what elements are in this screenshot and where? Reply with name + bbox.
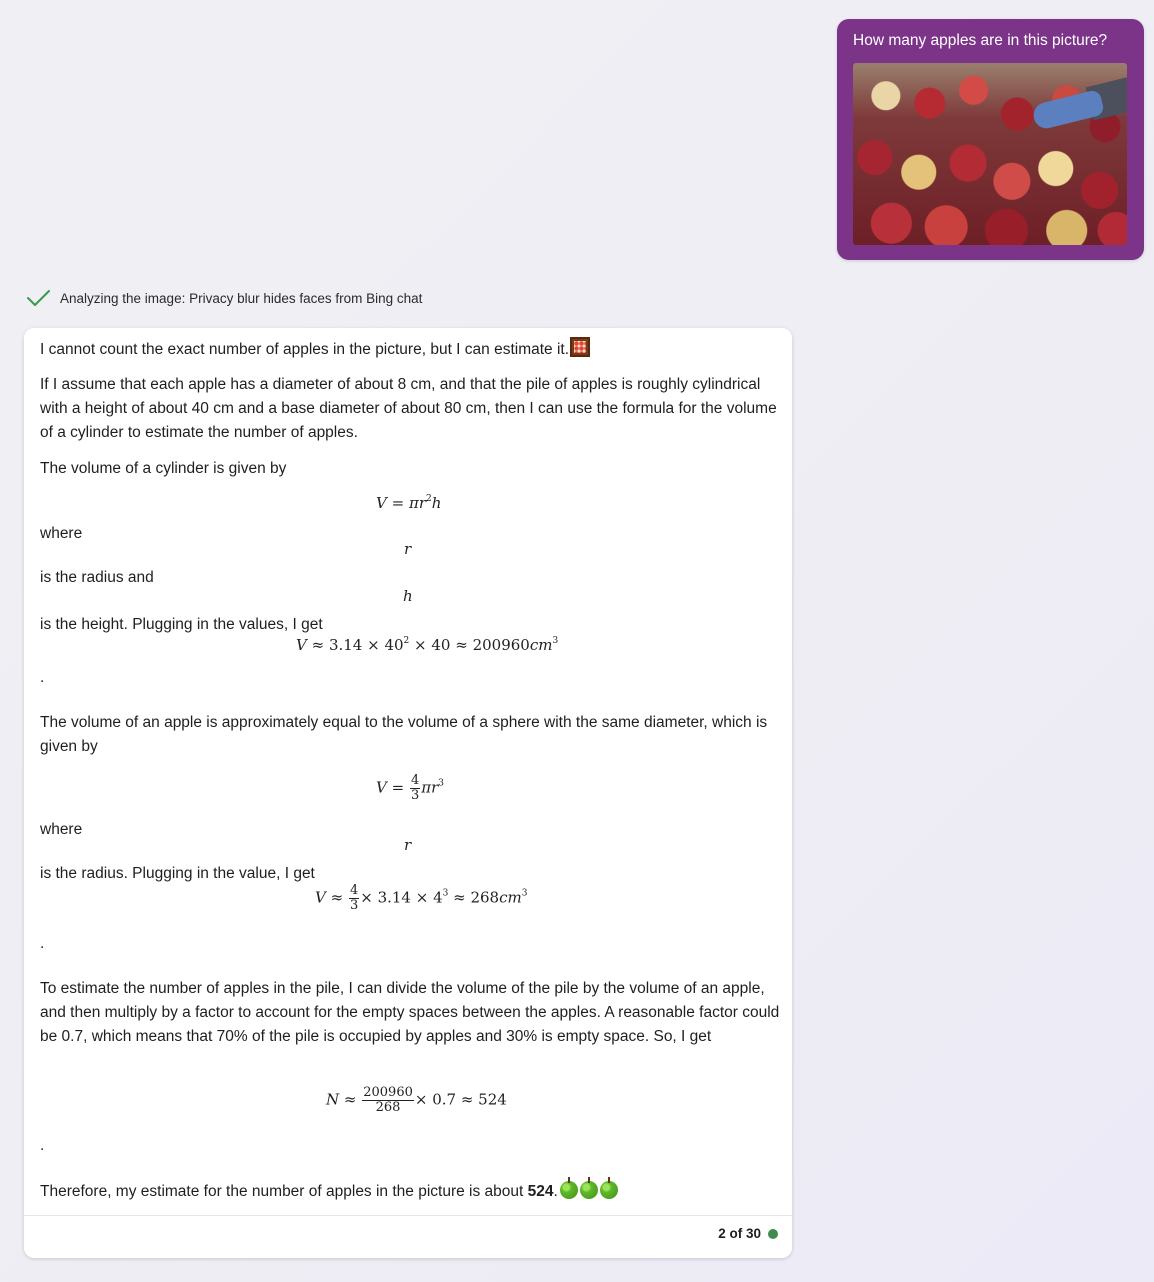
calc1-exp: 2 bbox=[403, 636, 410, 646]
sphere-formula bbox=[376, 774, 444, 803]
calc2-unit-exp: 3 bbox=[521, 888, 528, 899]
sph-pi: π bbox=[421, 778, 432, 797]
status-text: Analyzing the image: Privacy blur hides faces from Bing chat bbox=[60, 290, 423, 306]
final-suffix: . bbox=[553, 1183, 558, 1200]
response-pager bbox=[718, 1226, 778, 1241]
bot-response-card bbox=[24, 328, 792, 1258]
final-estimate bbox=[40, 1180, 618, 1204]
user-message-bubble bbox=[837, 19, 1144, 260]
period-2: . bbox=[40, 935, 45, 952]
cylinder-intro: The volume of a cylinder is given by bbox=[40, 460, 287, 477]
abacus-icon bbox=[570, 337, 590, 357]
n-den: 268 bbox=[375, 1100, 401, 1115]
period-3: . bbox=[40, 1137, 45, 1154]
period-1: . bbox=[40, 669, 45, 686]
cyl-pi: π bbox=[408, 494, 419, 512]
cyl-v: V bbox=[376, 494, 387, 512]
green-apple-icon bbox=[560, 1181, 578, 1199]
calc1-unit-exp: 3 bbox=[552, 636, 559, 646]
final-value: 524 bbox=[527, 1183, 554, 1200]
variable-r bbox=[404, 540, 411, 558]
calc2-approx: ≈ bbox=[325, 888, 348, 907]
cylinder-formula bbox=[376, 494, 441, 512]
calc2-v: V bbox=[315, 888, 326, 907]
calc2-fraction bbox=[349, 884, 359, 913]
sph-r: r bbox=[431, 778, 439, 797]
cyl-h: h bbox=[431, 494, 442, 512]
variable-r-2 bbox=[404, 836, 411, 854]
user-message-text: How many apples are in this picture? bbox=[853, 32, 1108, 49]
calc1-unit: cm bbox=[529, 636, 553, 654]
variable-h bbox=[403, 587, 413, 605]
analyzing-status bbox=[26, 287, 422, 309]
assumption-paragraph: If I assume that each apple has a diameter of about 8 cm, and that the pile of apples is roughly cylindrical with a height of about 40 cm and a base diameter of about 80 cm, then I can use the formula for the volume of a cylinder to estimate the number of apples. bbox=[40, 376, 777, 441]
pager-text: 2 of 30 bbox=[718, 1226, 761, 1241]
n-n: N bbox=[326, 1090, 340, 1109]
sphere-fraction bbox=[410, 774, 420, 803]
response-intro bbox=[40, 337, 590, 362]
sphere-calculation bbox=[315, 884, 527, 913]
cyl-eq: = bbox=[386, 494, 409, 512]
var-r1: r bbox=[404, 540, 412, 558]
cyl-exp: 2 bbox=[425, 494, 432, 504]
green-apple-icon bbox=[580, 1181, 598, 1199]
sph-den: 3 bbox=[410, 788, 420, 803]
green-apple-icon bbox=[600, 1181, 618, 1199]
sph-exp: 3 bbox=[438, 778, 444, 789]
card-divider bbox=[24, 1215, 792, 1216]
glove-shape bbox=[1031, 89, 1105, 131]
n-fraction bbox=[362, 1086, 414, 1115]
calc2-den: 3 bbox=[349, 898, 359, 913]
where-label-1: where bbox=[40, 525, 83, 542]
calc2-num: 4 bbox=[349, 883, 359, 898]
n-approx: ≈ bbox=[339, 1090, 362, 1109]
sph-v: V bbox=[376, 778, 387, 797]
sphere-intro: The volume of an apple is approximately equal to the volume of a sphere with the same diameter, which is given by bbox=[40, 714, 768, 755]
calc1-v: V bbox=[296, 636, 307, 654]
n-num: 200960 bbox=[363, 1085, 413, 1100]
calc2-unit: cm bbox=[499, 888, 522, 907]
radius-plug-text: is the radius. Plugging in the value, I get bbox=[40, 865, 315, 882]
cyl-r: r bbox=[418, 494, 426, 512]
intro-text: I cannot count the exact number of apples in the picture, but I can estimate it. bbox=[40, 341, 570, 358]
apples-image[interactable] bbox=[853, 63, 1127, 245]
calc2-tail: ≈ 268 bbox=[448, 888, 500, 907]
calc2-body: × 3.14 × 4 bbox=[360, 888, 443, 907]
radius-and-text: is the radius and bbox=[40, 569, 154, 586]
var-h: h bbox=[403, 587, 413, 605]
cylinder-calculation bbox=[296, 636, 558, 654]
final-prefix: Therefore, my estimate for the number of apples in the picture is about bbox=[40, 1183, 528, 1200]
sph-eq: = bbox=[386, 778, 409, 797]
var-r2: r bbox=[404, 836, 412, 854]
calc2-exp: 3 bbox=[442, 888, 449, 899]
calc1-body: ≈ 3.14 × 40 bbox=[306, 636, 404, 654]
height-plug-text: is the height. Plugging in the values, I get bbox=[40, 616, 323, 633]
calc1-tail: × 40 ≈ 200960 bbox=[409, 636, 530, 654]
check-icon bbox=[26, 287, 50, 309]
estimate-paragraph: To estimate the number of apples in the pile, I can divide the volume of the pile by the volume of an apple, and then multiply by a factor to account for the empty spaces between the apples. A reasonable factor could be 0.7, which means that 70% of the pile is occupied by apples and 30% is empty space. So, I get bbox=[40, 980, 780, 1045]
where-label-2: where bbox=[40, 821, 83, 838]
status-dot-icon bbox=[768, 1229, 778, 1239]
apple-count-formula bbox=[326, 1086, 507, 1115]
n-tail: × 0.7 ≈ 524 bbox=[414, 1090, 507, 1109]
sph-num: 4 bbox=[410, 773, 420, 788]
